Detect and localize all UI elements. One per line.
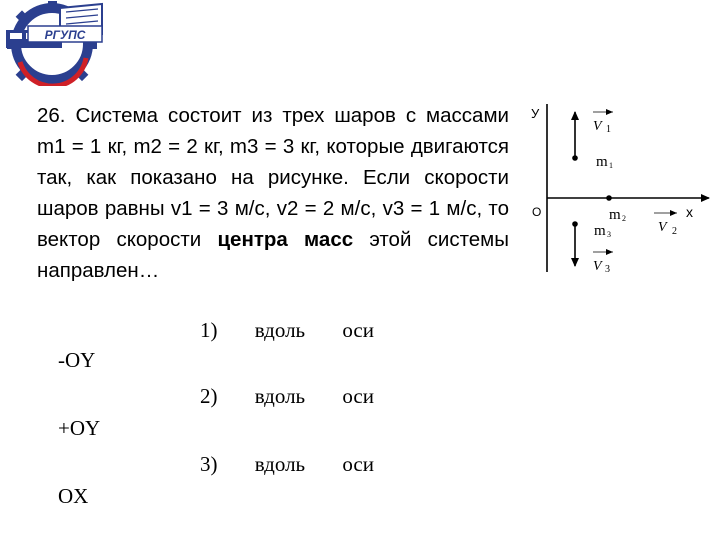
y-axis-label: У <box>531 106 540 121</box>
problem-text-bold: центра масс <box>217 228 354 251</box>
m3-label: m <box>594 223 606 239</box>
ball-m2 <box>606 195 612 201</box>
answer-axis: OX <box>58 484 89 508</box>
answer-word: оси <box>342 384 374 408</box>
ball-m1 <box>572 155 578 161</box>
answer-word: вдоль <box>254 452 306 476</box>
answer-axis: +OY <box>58 416 101 440</box>
v2-subscript: 2 <box>672 226 677 237</box>
m1-subscript: 1 <box>609 161 613 170</box>
answer-axis: -OY <box>58 348 96 372</box>
v1-subscript: 1 <box>606 124 611 135</box>
answer-number: 3) <box>200 452 218 476</box>
vector-diagram <box>527 100 713 272</box>
m1-label: m <box>596 154 608 170</box>
m2-subscript: 2 <box>622 214 626 223</box>
m3-subscript: 3 <box>607 230 611 239</box>
problem-text-end: этой системы направлен… <box>37 228 509 282</box>
answer-word: вдоль <box>254 384 306 408</box>
answer-option-3[interactable] <box>200 452 374 477</box>
v1-label: V <box>593 119 602 134</box>
ball-m3 <box>572 221 578 227</box>
answer-number: 1) <box>200 318 218 342</box>
answer-option-1[interactable] <box>200 318 374 343</box>
v3-label: V <box>593 259 602 272</box>
university-logo <box>2 0 106 86</box>
v2-label: V <box>658 220 667 235</box>
m2-label: m <box>609 207 621 223</box>
answer-word: оси <box>342 318 374 342</box>
x-axis-label: х <box>686 204 693 220</box>
origin-label: О <box>532 205 542 219</box>
answer-option-2[interactable] <box>200 384 374 409</box>
logo-text: РГУПС <box>44 28 86 42</box>
problem-text-main: 26. Система состоит из трех шаров с массами m1 = 1 кг, m2 = 2 кг, m3 = 3 кг, которые двигаются так, как показано на рисунке. Если скорости шаров равны v1 = 3 м/с, v2 = 2 м/с, v3 = 1 м/с, то вектор скорости <box>37 104 509 251</box>
answer-word: оси <box>342 452 374 476</box>
answer-word: вдоль <box>254 318 306 342</box>
answer-number: 2) <box>200 384 218 408</box>
problem-text <box>37 100 509 286</box>
v3-subscript: 3 <box>605 264 610 272</box>
